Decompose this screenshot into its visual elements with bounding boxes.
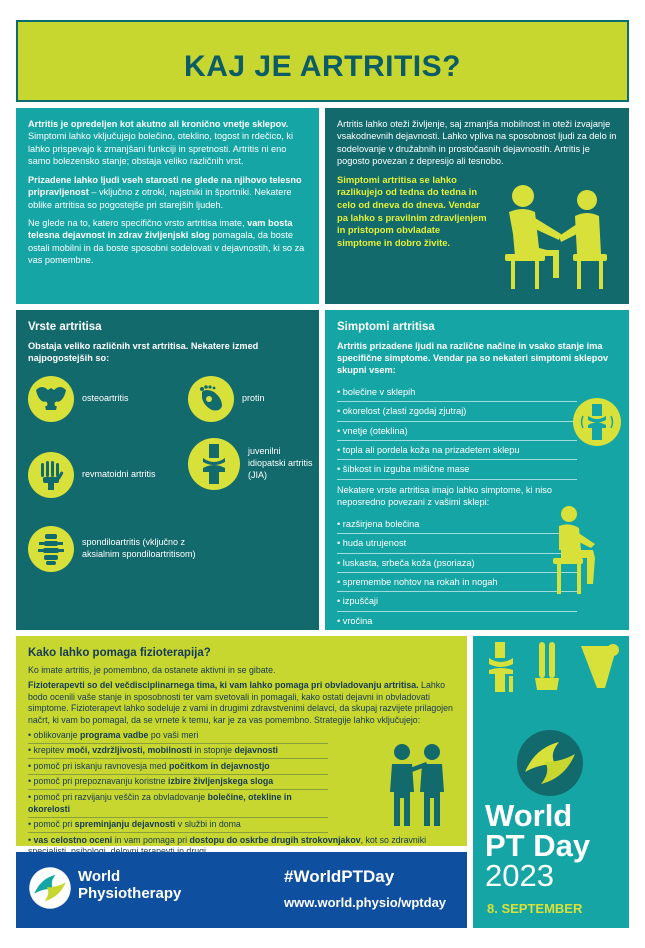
event-year: 2023 [485,858,554,893]
intro-paragraph-1: Artritis je opredeljen kot akutno ali kronično vnetje sklepov. Simptomi lahko vključujejo bolečino, oteklino, togost in rdečico, ki lahko prispevajo k zmanjšani funkciji in spretnosti. Artritis ni eno samo bolezensko stanje; obstaja veliko različnih vrst. [28,119,294,167]
list-item: • bolečine v sklepih [337,383,577,402]
list-item: • okorelost (zlasti zgodaj zjutraj) [337,402,577,421]
knee-joint-icon [188,438,240,490]
type-spondyloarthritis: spondiloartritis (vključno z aksialnim spondiloartritisom) [28,526,212,572]
list-item: • huda utrujenost [337,534,577,553]
page-title: KAJ JE ARTRITIS? [184,50,461,83]
pelvis-icon [28,376,74,422]
type-jia: juvenilni idiopatski artritis (JIA) [188,438,318,490]
list-item: • pomoč pri razvijanju veščin za obvladovanje bolečine, otekline in okorelosti [28,790,328,817]
list-item: • pomoč pri prepoznavanju koristne izbire življenjskega sloga [28,775,328,791]
list-item: • oblikovanje programa vadbe po vaši meri [28,728,328,744]
seated-person-icon [547,504,617,596]
poster [16,20,629,928]
world-physio-logo-icon [515,728,585,798]
types-title: Vrste artritisa [28,321,102,333]
world-physiotherapy-logo-icon [28,866,72,910]
list-item: • vročina [337,612,577,631]
types-intro: Obstaja veliko različnih vrst artritisa. Nekatere izmed najpogostejših so: [28,340,259,363]
impact-highlight: Simptomi artritisa se lahko razlikujejo od tedna do tedna in celo od dneva do dneva. Vendar pa lahko s pravilnim zdravljenjem in pristopom obvladate simptome in dobro živite. [337,173,487,249]
list-item: • vnetje (oteklina) [337,422,577,441]
impact-text: Artritis lahko oteži življenje, saj zmanjša mobilnost in oteži izvajanje vsakodnevnih dejavnosti. Lahko vpliva na sposobnost ljudi za delo in sodelovanje v družabnih in prostočasnih dejavnostih. Artritis je pogosto povezan z depresijo ali tesnobo. [337,119,617,167]
knee-pain-icon [573,398,621,446]
symptoms-intro: Artritis prizadene ljudi na različne načine in vsako stanje ima specifične simptome. Vendar pa so nekateri simptomi sklepov skupni vsem: [337,340,609,376]
hashtag: #WorldPTDay [284,867,395,886]
intro-paragraph-2: Prizadene lahko ljudi vseh starosti ne glede na njihovo telesno pripravljenost – vključno z otroki, najstniki in športniki. Nekatere oblike artritisa so pogostejše pri starejših ljudeh. [28,174,302,210]
symptoms-title: Simptomi artritisa [337,321,435,333]
website-link[interactable]: www.world.physio/wptday [284,895,447,910]
spine-icon [28,526,74,572]
supporting-people-icon [378,742,456,828]
knee-bone-icon [481,642,521,692]
forearm-bones-icon [529,642,569,692]
type-rheumatoid-arthritis: revmatoidni artritis [28,452,156,498]
list-item: • spremembe nohtov na rokah in nogah [337,573,577,592]
list-item: • izpuščaji [337,592,577,611]
event-title-line-2: PT Day [485,828,591,863]
foot-icon [188,376,234,422]
list-item: • razširjena bolečina [337,515,577,534]
list-item: • vas celostno oceni in vam pomaga pri dostopu do oskrbe drugih strokovnjakov, kot so zdravniki [28,833,453,859]
anatomy-icons-strip [473,636,629,696]
physio-p1: Ko imate artritis, je pomembno, da ostanete aktivni in se gibate. [28,664,276,675]
physio-panel [16,636,467,846]
event-title-line-1: World [485,798,573,833]
list-item: • pomoč pri iskanju ravnovesja med počitkom in dejavnostjo [28,759,328,775]
world-pt-day-panel [473,636,629,928]
type-osteoarthritis: osteoartritis [28,376,129,422]
intro-panel [16,108,319,304]
types-list [28,376,313,616]
list-item: • luskasta, srbeča koža (psoriaza) [337,554,577,573]
hand-icon [28,452,74,498]
impact-panel [325,108,629,304]
shoulder-blade-icon [577,642,621,692]
types-panel [16,310,319,630]
intro-paragraph-3: Ne glede na to, katero specifično vrsto artritisa imate, vam bosta telesna dejavnost in zdrav življenjski slog pomagala, da boste ostali mobilni in da boste sposobni sodelovati v dejavnostih, ki so za vas pomembne. [28,217,305,266]
symptoms-panel [325,310,629,630]
org-name: World Physiotherapy [78,868,182,903]
footer-bar [16,852,467,928]
type-gout: protin [188,376,265,422]
list-item: • topla ali pordela koža na prizadetem sklepu [337,441,577,460]
list-item: • šibkost in izguba mišične mase [337,460,577,479]
symptoms-intro-2: Nekatere vrste artritisa imajo lahko simptome, ki niso neposredno povezani z vašimi sklepi: [337,484,552,508]
physio-p2: Fizioterapevti so del večdisciplinarnega tima, ki vam lahko pomaga pri obvladovanju artritisa. Lahko bodo ocenili vaše stanje in sposobnosti ter vam svetovali in pomagali, kako ostati dejavni in obvladovati simptome. Fizioterapevt lahko sodeluje z vami in drugimi zdravstvenimi delavci, da skupaj razvijete prilagojen načrt, ki vam bo pomagal, da se vrnete k temu, kar je za vas pomembno. Strategije lahko vključujejo: [28,680,453,725]
physio-title: Kako lahko pomaga fizioterapija? [28,647,211,659]
header-banner [16,20,629,102]
list-item: • krepitev moči, vzdržljivosti, mobilnosti in stopnje dejavnosti [28,744,328,760]
event-date: 8. SEPTEMBER [487,901,583,916]
physio-consultation-illustration-icon [487,178,619,298]
list-item: • pomoč pri spreminjanju dejavnosti v službi in doma [28,818,328,834]
